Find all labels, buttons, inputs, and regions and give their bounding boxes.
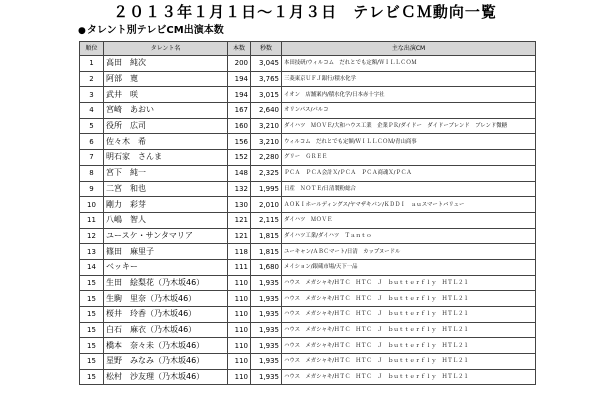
table-row	[80, 71, 536, 87]
cell-talent: 二宮 和也	[104, 181, 228, 197]
table-row	[80, 56, 536, 72]
cell-ads: イオン 店舗案内/積水化学/日本赤十字社	[282, 87, 536, 103]
table-row	[80, 338, 536, 354]
cell-seconds: 1,815	[251, 228, 282, 244]
cell-ads: ダイハツ工業/ダイハツ Ｔａｎｔｏ	[282, 228, 536, 244]
cell-seconds: 1,935	[251, 307, 282, 323]
cell-talent: ユースケ・サンタマリア	[104, 228, 228, 244]
table-row	[80, 228, 536, 244]
cell-count: 118	[228, 244, 251, 260]
cell-seconds: 3,045	[251, 56, 282, 72]
cell-ads: 日産 ＮＯＴＥ/日清製粉総合	[282, 181, 536, 197]
table-row	[80, 291, 536, 307]
cell-count: 110	[228, 322, 251, 338]
cell-count: 200	[228, 56, 251, 72]
cell-seconds: 1,935	[251, 322, 282, 338]
cell-talent: 八嶋 智人	[104, 212, 228, 228]
cell-talent: 宮下 純一	[104, 165, 228, 181]
cell-seconds: 1,935	[251, 354, 282, 370]
cell-seconds: 1,680	[251, 259, 282, 275]
cell-rank: 8	[80, 165, 104, 181]
cell-count: 110	[228, 275, 251, 291]
table-row	[80, 181, 536, 197]
cell-ads: ハウス メガシャキ/ＨＴＣ ＨＴＣ Ｊ ｂｕｔｔｅｒｆｌｙ ＨＴＬ２１	[282, 322, 536, 338]
cell-rank: 10	[80, 197, 104, 213]
cell-seconds: 3,210	[251, 118, 282, 134]
cell-talent: 武井 咲	[104, 87, 228, 103]
cell-count: 110	[228, 354, 251, 370]
table-row	[80, 275, 536, 291]
table-header-row	[80, 42, 536, 56]
page-title: ２０１３年１月１日～１月３日 テレビＣＭ動向一覧	[113, 3, 497, 21]
cell-count: 156	[228, 134, 251, 150]
cell-talent: 高田 純次	[104, 56, 228, 72]
cell-ads: ハウス メガシャキ/ＨＴＣ ＨＴＣ Ｊ ｂｕｔｔｅｒｆｌｙ ＨＴＬ２１	[282, 275, 536, 291]
cell-seconds: 1,995	[251, 181, 282, 197]
table-row	[80, 103, 536, 119]
table-row	[80, 244, 536, 260]
cell-talent: 松村 沙友理（乃木坂46）	[104, 369, 228, 385]
cell-rank: 7	[80, 150, 104, 166]
cell-talent: 白石 麻衣（乃木坂46）	[104, 322, 228, 338]
table-row	[80, 369, 536, 385]
cell-ads: ウィルコム だれとでも定額/ＷＩＬＬＣＯＭ/青山商事	[282, 134, 536, 150]
cell-count: 167	[228, 103, 251, 119]
cell-seconds: 1,935	[251, 338, 282, 354]
cell-count: 194	[228, 71, 251, 87]
header-count: 本数	[228, 42, 251, 56]
cell-count: 111	[228, 259, 251, 275]
cell-rank: 6	[80, 134, 104, 150]
talent-cm-table	[79, 41, 536, 385]
cell-rank: 11	[80, 212, 104, 228]
cell-talent: 星野 みなみ（乃木坂46）	[104, 354, 228, 370]
cell-seconds: 3,210	[251, 134, 282, 150]
cell-count: 194	[228, 87, 251, 103]
cell-rank: 4	[80, 103, 104, 119]
cell-rank: 13	[80, 244, 104, 260]
cell-talent: 生田 絵梨花（乃木坂46）	[104, 275, 228, 291]
cell-ads: ハウス メガシャキ/ＨＴＣ ＨＴＣ Ｊ ｂｕｔｔｅｒｆｌｙ ＨＴＬ２１	[282, 338, 536, 354]
table-row	[80, 322, 536, 338]
table-row	[80, 118, 536, 134]
cell-talent: 生駒 里奈（乃木坂46）	[104, 291, 228, 307]
cell-ads: ＰＣＡ ＰＣＡ会計Ｘ/ＰＣＡ ＰＣＡ商魂Ｘ/ＰＣＡ	[282, 165, 536, 181]
cell-seconds: 3,765	[251, 71, 282, 87]
table-row	[80, 212, 536, 228]
cell-ads: 三菱東京ＵＦＪ銀行/積水化学	[282, 71, 536, 87]
header-talent: タレント名	[104, 42, 228, 56]
cell-talent: 阿部 寛	[104, 71, 228, 87]
cell-rank: 1	[80, 56, 104, 72]
cell-count: 110	[228, 338, 251, 354]
cell-talent: 佐々木 希	[104, 134, 228, 150]
cell-talent: 宮崎 あおい	[104, 103, 228, 119]
cell-count: 121	[228, 228, 251, 244]
cell-ads: 本田技研/ウィルコム だれとでも定額/ＷＩＬＬＣＯＭ	[282, 56, 536, 72]
cell-seconds: 2,280	[251, 150, 282, 166]
header-ads: 主な出演CM	[282, 42, 536, 56]
table-row	[80, 354, 536, 370]
cell-count: 110	[228, 307, 251, 323]
cell-rank: 5	[80, 118, 104, 134]
cell-seconds: 3,015	[251, 87, 282, 103]
table-row	[80, 197, 536, 213]
cell-count: 152	[228, 150, 251, 166]
cell-ads: ダイハツ ＭＯＶＥ	[282, 212, 536, 228]
table-row	[80, 134, 536, 150]
cell-count: 130	[228, 197, 251, 213]
cell-count: 110	[228, 291, 251, 307]
subtitle-text: タレント別テレビCM出演本数	[86, 25, 224, 36]
cell-rank: 14	[80, 259, 104, 275]
section-subtitle	[78, 25, 224, 37]
cell-rank: 3	[80, 87, 104, 103]
cell-ads: ハウス メガシャキ/ＨＴＣ ＨＴＣ Ｊ ｂｕｔｔｅｒｆｌｙ ＨＴＬ２１	[282, 307, 536, 323]
cell-talent: 剛力 彩芽	[104, 197, 228, 213]
cell-ads: オリンパス/パルコ	[282, 103, 536, 119]
cell-count: 132	[228, 181, 251, 197]
cell-count: 110	[228, 369, 251, 385]
table-row	[80, 259, 536, 275]
cell-ads: ハウス メガシャキ/ＨＴＣ ＨＴＣ Ｊ ｂｕｔｔｅｒｆｌｙ ＨＴＬ２１	[282, 354, 536, 370]
table-row	[80, 150, 536, 166]
cell-talent: ベッキー	[104, 259, 228, 275]
cell-rank: 15	[80, 291, 104, 307]
bullet-icon: ●	[78, 26, 86, 36]
cell-seconds: 2,115	[251, 212, 282, 228]
cell-seconds: 1,935	[251, 291, 282, 307]
cell-talent: 役所 広司	[104, 118, 228, 134]
cell-count: 160	[228, 118, 251, 134]
cell-ads: ハウス メガシャキ/ＨＴＣ ＨＴＣ Ｊ ｂｕｔｔｅｒｆｌｙ ＨＴＬ２１	[282, 291, 536, 307]
cell-talent: 明石家 さんま	[104, 150, 228, 166]
table-row	[80, 87, 536, 103]
cell-seconds: 1,815	[251, 244, 282, 260]
cell-ads: ＡＯＫＩホールディングス/ヤマザキパン/ＫＤＤＩ ａｕスマートバリュー	[282, 197, 536, 213]
cell-rank: 15	[80, 307, 104, 323]
cell-talent: 橋本 奈々未（乃木坂46）	[104, 338, 228, 354]
cell-rank: 15	[80, 338, 104, 354]
cell-talent: 桜井 玲香（乃木坂46）	[104, 307, 228, 323]
cell-talent: 篠田 麻里子	[104, 244, 228, 260]
cell-ads: ハウス メガシャキ/ＨＴＣ ＨＴＣ Ｊ ｂｕｔｔｅｒｆｌｙ ＨＴＬ２１	[282, 369, 536, 385]
cell-rank: 2	[80, 71, 104, 87]
cell-seconds: 2,010	[251, 197, 282, 213]
cell-rank: 15	[80, 369, 104, 385]
cell-seconds: 1,935	[251, 275, 282, 291]
cell-rank: 15	[80, 354, 104, 370]
cell-count: 148	[228, 165, 251, 181]
cell-ads: グリー ＧＲＥＥ	[282, 150, 536, 166]
cell-rank: 9	[80, 181, 104, 197]
cell-seconds: 2,325	[251, 165, 282, 181]
table-row	[80, 165, 536, 181]
cell-ads: ユーキャン/ＡＢＣマート/日清 カップヌードル	[282, 244, 536, 260]
header-seconds: 秒数	[251, 42, 282, 56]
header-rank: 順位	[80, 42, 104, 56]
cell-ads: ダイハツ ＭＯＶＥ/大和ハウス工業 企業ＰＲ/ダイドー ダイドーブレンド ブレンド微糖	[282, 118, 536, 134]
cell-rank: 12	[80, 228, 104, 244]
cell-seconds: 1,935	[251, 369, 282, 385]
cell-count: 121	[228, 212, 251, 228]
cell-seconds: 2,640	[251, 103, 282, 119]
cell-rank: 15	[80, 275, 104, 291]
table-row	[80, 307, 536, 323]
cell-rank: 15	[80, 322, 104, 338]
cell-ads: メイション/銀蔵市場/天下一品	[282, 259, 536, 275]
